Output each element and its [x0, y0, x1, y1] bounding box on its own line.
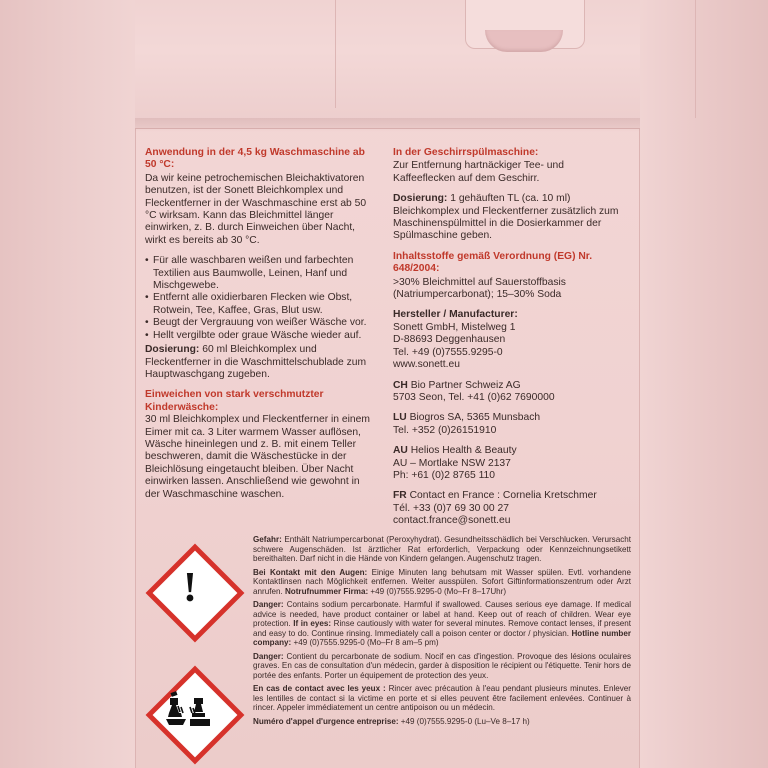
- lid-seam-right: [695, 0, 696, 118]
- hazard-de-contact-label: Bei Kontakt mit den Augen:: [253, 567, 368, 577]
- country-code: AU: [393, 445, 408, 457]
- box-left-panel: [0, 0, 136, 768]
- hazard-en-emergency-text: +49 (0)7555.9295-0 (Mo–Fr 8 am–5 pm): [293, 638, 439, 647]
- hazard-en-contact-text: Rinse cautiously with water for several minutes. Remove contact lenses, if present and easy to do. Continue rinsing. Immediately call a poison center or doctor / physician.: [253, 619, 632, 638]
- corrosive-icon: [147, 667, 233, 753]
- hazard-fr-text: Contient du percarbonate de sodium. Nocif en cas d'ingestion. Provoque des lésions oculaires graves. En cas de consultation d'un médecin, garder à disposition le récipient ou l'étiquette. Tenir hors de portée des enfants. Porter un équipement de protection des yeux.: [253, 651, 632, 680]
- lid-seam-left: [335, 0, 336, 108]
- hazard-de-contact-text: Einige Minuten lang behutsam mit Wasser spülen. Evtl. vorhandene Kontaktlinsen nach Möglichkeit entfernen. Weiter ausspülen. Sofort Giftinformationszentrum oder Arzt anrufen.: [253, 567, 631, 596]
- washing-benefits-list: [145, 255, 373, 342]
- contact-line: AU – Mortlake NSW 2137: [393, 457, 511, 469]
- box-right-panel: [639, 0, 768, 768]
- manufacturer-website: www.sonett.eu: [393, 359, 460, 371]
- dishwasher-intro: Zur Entfernung hartnäckiger Tee- und Kaffeeflecken auf dem Geschirr.: [393, 160, 564, 184]
- list-item: • Für alle waschbaren weißen und farbechten Textilien aus Baumwolle, Leinen, Hanf und Mischgewebe.: [145, 255, 373, 292]
- manufacturer-label: Hersteller / Manufacturer:: [393, 309, 518, 321]
- contact-line: Bio Partner Schweiz AG: [410, 379, 521, 391]
- hazard-fr-emergency: [253, 717, 631, 727]
- washing-heading: Anwendung in der 4,5 kg Waschmaschine ab 50 °C:: [145, 147, 365, 171]
- contact-line: 5703 Seon, Tel. +41 (0)62 7690000: [393, 391, 555, 403]
- washing-intro: Da wir keine petrochemischen Bleichaktivatoren benutzen, ist der Sonett Bleichkomplex und Fleckentferner in der Waschmaschine erst ab 50 °C wirksam. Kann das Bleichmittel länger einwirken, z. B. durch Einweichen über Nacht, wirkt es bereits ab 30 °C.: [145, 172, 367, 246]
- hazard-fr: [253, 652, 631, 681]
- washing-dosage: [145, 344, 373, 381]
- corrosion-pictogram: [147, 667, 233, 753]
- hazard-de-text: Enthält Natriumpercarbonat (Peroxyhydrat). Gesundheitsschädlich bei Verschlucken. Verursacht schwere Augenschäden. Ist ärztlicher Rat erforderlich, Verpackung oder Kennzeichnungsetikett bereithalten. Darf nicht in die Hände von Kindern gelangen. Augenschutz tragen.: [253, 535, 632, 563]
- hazard-fr-contact: [253, 684, 631, 713]
- hazard-en: [253, 600, 631, 648]
- exclamation-mark-pictogram: [147, 545, 233, 631]
- list-item: • Beugt der Vergrauung von weißer Wäsche vor.: [145, 317, 373, 329]
- manufacturer-line: Sonett GmbH, Mistelweg 1: [393, 321, 516, 333]
- country-code: CH: [393, 379, 408, 391]
- soak-text: 30 ml Bleichkomplex und Fleckentferner in einem Eimer mit ca. 3 Liter warmem Wasser auflösen, Wäsche hineinlegen und z. B. mit einem Teller beschweren, damit die Wäschestücke in der Bleichlösung eingetaucht bleiben. Über Nacht einwirken lassen. Anschließend wie gewohnt in der Waschmaschine waschen.: [145, 414, 370, 500]
- washing-machine-instructions: [145, 147, 373, 501]
- box-top-lid: [135, 0, 640, 129]
- hazard-de-emergency-label: Notrufnummer Firma:: [284, 586, 369, 596]
- contact-line: Tél. +33 (0)7 69 30 00 27: [393, 502, 509, 514]
- ingredients-heading: Inhaltsstoffe gemäß Verordnung (EG) Nr. 648/2004:: [393, 250, 593, 275]
- hazard-en-contact-label: If in eyes:: [293, 619, 332, 628]
- contact-entry: [393, 445, 628, 457]
- manufacturer-line: D-88693 Deggenhausen: [393, 334, 506, 346]
- contact-line: Tel. +352 (0)26151910: [393, 424, 497, 436]
- contact-line: Contact en France : Cornelia Kretschmer: [409, 490, 597, 502]
- hazard-fr-contact-text: Rincer avec précaution à l'eau pendant plusieurs minutes. Enlever les lentilles de contact si la victime en porte et si elles peuvent être facilement enlevées. Continuer à rincer. Appeler immédiatement un centre antipoison ou un médecin.: [253, 684, 631, 712]
- hazard-fr-emergency-label: Numéro d'appel d'urgence entreprise:: [253, 716, 399, 726]
- hazard-fr-contact-label: En cas de contact avec les yeux :: [253, 684, 386, 693]
- dishwasher-instructions: [393, 147, 628, 528]
- contact-line: Helios Health & Beauty: [410, 445, 517, 457]
- lid-shadow: [135, 118, 640, 132]
- contact-entry: [393, 412, 628, 424]
- hazard-en-emergency-label: Hotline number company:: [253, 628, 631, 647]
- contact-email: contact.france@sonett.eu: [393, 515, 511, 527]
- contact-line: Ph: +61 (0)2 8765 110: [393, 469, 495, 481]
- hazard-fr-emergency-text: +49 (0)7555.9295-0 (Lu–Ve 8–17 h): [400, 716, 530, 726]
- hazard-de-contact: [253, 568, 631, 597]
- hazard-de-label: Gefahr:: [253, 535, 282, 544]
- washing-dosage-text: 60 ml Bleichkomplex und Fleckentferner in die Waschmittelschublade zum Hauptwaschgang zugeben.: [145, 344, 367, 380]
- list-item: • Entfernt alle oxidierbaren Flecken wie Obst, Rotwein, Tee, Kaffee, Gras, Blut usw.: [145, 292, 373, 317]
- dishwasher-dosage: [393, 193, 628, 243]
- lid-tab: [485, 30, 563, 52]
- country-code: FR: [393, 490, 407, 502]
- dishwasher-dosage-label: Dosierung:: [393, 193, 448, 205]
- list-item: • Hellt vergilbte oder graue Wäsche wieder auf.: [145, 330, 373, 342]
- hazard-de: [253, 535, 631, 564]
- hazard-en-text: Contains sodium percarbonate. Harmful if swallowed. Causes serious eye damage. If medical advice is needed, have product container or label at hand. Keep out of reach of children. Wear eye protection.: [253, 600, 632, 628]
- washing-dosage-label: Dosierung:: [145, 344, 200, 356]
- manufacturer-line: Tel. +49 (0)7555.9295-0: [393, 346, 503, 358]
- dishwasher-heading: In der Geschirrspülmaschine:: [393, 147, 539, 158]
- hazard-en-label: Danger:: [253, 600, 284, 609]
- exclamation-icon: !: [183, 565, 197, 611]
- contact-entry: [393, 490, 628, 502]
- hazard-fr-label: Danger:: [253, 651, 284, 661]
- country-code: LU: [393, 412, 407, 424]
- hazard-statements: [253, 535, 631, 730]
- soak-heading: Einweichen von stark verschmutzter Kinderwäsche:: [145, 389, 324, 413]
- hazard-section: [135, 527, 640, 768]
- dishwasher-dosage-text: 1 gehäuften TL (ca. 10 ml) Bleichkomplex und Fleckentferner zusätzlich zum Maschinenspülmittel in die Dosierkammer der Spülmaschine geben.: [393, 193, 619, 242]
- hazard-de-emergency-text: +49 (0)7555.9295-0 (Mo–Fr 8–17Uhr): [370, 586, 507, 596]
- ingredients-text: >30% Bleichmittel auf Sauerstoffbasis (Natriumpercarbonat); 15–30% Soda: [393, 276, 566, 301]
- contact-entry: [393, 380, 628, 392]
- contact-line: Biogros SA, 5365 Munsbach: [409, 412, 541, 424]
